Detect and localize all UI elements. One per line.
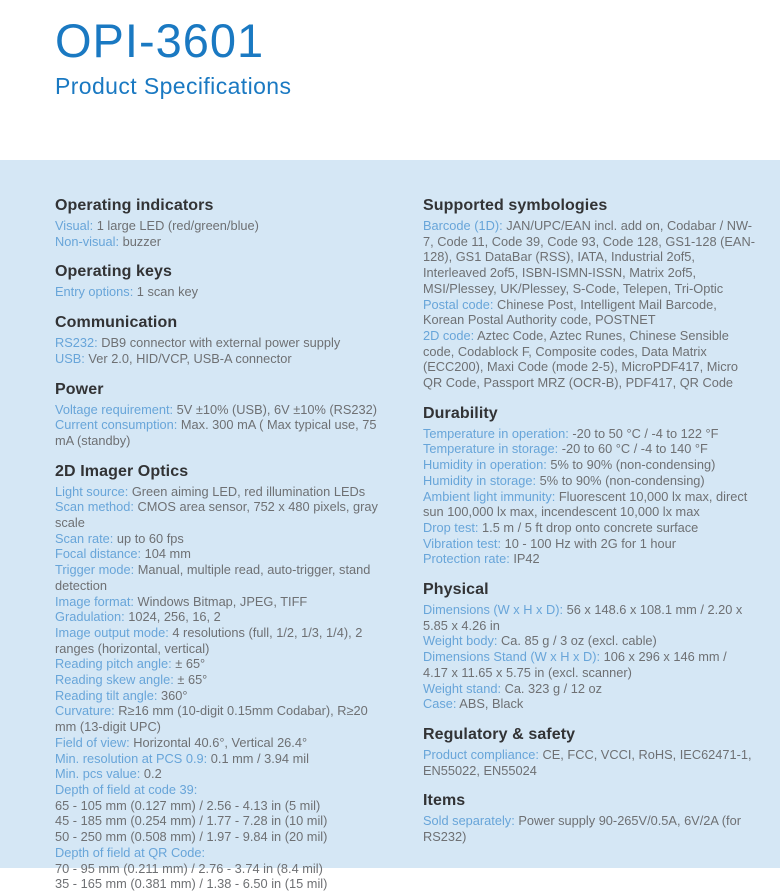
spec-label: Postal code: (423, 296, 494, 312)
spec-value: DB9 connector with external power supply (97, 335, 341, 351)
section-heading: Operating keys (55, 263, 173, 281)
spec-label: Ambient light immunity: (423, 488, 556, 504)
spec-entry (423, 489, 755, 520)
spec-label: Product compliance: (423, 746, 539, 762)
spec-label: Curvature: (55, 703, 115, 719)
section-heading: Communication (55, 314, 178, 332)
spec-value: JAN/UPC/EAN incl. add on, Codabar / NW-7, Code 11, Code 39, Code 93, Code 128, GS1-128 (EAN-128), GS1 DataBar (RSS), IATA, Industrial 2of5, Interleaved 2of5, ISBN-ISMN-ISSN, Matrix 2of5, MSI/Plessey, UK/Plessey, S-Code, Telepen, Tri-Optic (423, 218, 755, 296)
spec-value: Windows Bitmap, JPEG, TIFF (133, 593, 308, 609)
left-column (55, 196, 379, 892)
spec-label: Image output mode: (55, 624, 169, 640)
spec-value: R≥16 mm (10-digit 0.15mm Codabar), R≥20 mm (13-digit UPC) (55, 703, 368, 735)
spec-entry (423, 441, 755, 457)
spec-entry (55, 861, 379, 877)
spec-value: 106 x 296 x 146 mm / 4.17 x 11.65 x 5.75 in (excl. scanner) (423, 649, 727, 680)
spec-label: Dimensions (W x H x D): (423, 602, 564, 618)
spec-label: Reading tilt angle: (55, 687, 158, 703)
spec-panel (0, 160, 780, 892)
spec-value: Horizontal 40.6°, Vertical 26.4° (129, 734, 308, 750)
spec-value: 65 - 105 mm (0.127 mm) / 2.56 - 4.13 in (5 mil) (55, 797, 321, 813)
spec-entry (55, 484, 379, 500)
spec-label: Temperature in operation: (423, 425, 569, 441)
spec-value: 5V ±10% (USB), 6V ±10% (RS232) (173, 401, 378, 417)
spec-entry (55, 813, 379, 829)
spec-value: Ver 2.0, HID/VCP, USB-A connector (84, 350, 292, 366)
spec-label: 2D code: (423, 327, 475, 343)
spec-value: ± 65° (173, 672, 208, 688)
spec-entry (55, 766, 379, 782)
spec-entry (423, 473, 755, 489)
header (0, 0, 780, 100)
spec-value: 1 scan key (133, 284, 198, 300)
spec-entry (55, 218, 379, 234)
spec-value: 45 - 185 mm (0.254 mm) / 1.77 - 7.28 in (10 mil) (55, 813, 328, 829)
spec-section (55, 462, 379, 892)
spec-entry (423, 633, 755, 649)
spec-value: ABS, Black (456, 696, 524, 712)
spec-entry (55, 782, 379, 798)
spec-value: CE, FCC, VCCI, RoHS, IEC62471-1, EN55022, EN55024 (423, 746, 752, 778)
spec-label: Depth of field at code 39: (55, 781, 198, 797)
spec-value: 35 - 165 mm (0.381 mm) / 1.38 - 6.50 in (15 mil) (55, 876, 328, 892)
spec-value: 5% to 90% (non-condensing) (536, 472, 705, 488)
spec-label: Vibration test: (423, 535, 502, 551)
spec-section (423, 404, 755, 567)
spec-value: ± 65° (171, 656, 206, 672)
spec-label: Barcode (1D): (423, 218, 503, 233)
product-title: OPI-3601 (55, 14, 265, 67)
spec-value: 104 mm (141, 546, 191, 562)
spec-entry (55, 284, 379, 300)
spec-entry (55, 625, 379, 656)
spec-label: Depth of field at QR Code: (55, 844, 206, 860)
spec-value: Green aiming LED, red illumination LEDs (128, 483, 366, 499)
spec-entry (55, 672, 379, 688)
spec-entry (423, 696, 755, 712)
spec-section (55, 262, 379, 300)
spec-value: 56 x 148.6 x 108.1 mm / 2.20 x 5.85 x 4.26 in (423, 602, 743, 633)
spec-label: Min. pcs value: (55, 766, 141, 782)
spec-entry (55, 735, 379, 751)
spec-entry (423, 218, 755, 297)
spec-value: up to 60 fps (113, 530, 184, 546)
spec-label: Gradulation: (55, 609, 125, 625)
spec-section (423, 791, 755, 844)
spec-value: 4 resolutions (full, 1/2, 1/3, 1/4), 2 ranges (horizontal, vertical) (55, 624, 363, 656)
spec-label: Drop test: (423, 519, 479, 535)
spec-label: Humidity in storage: (423, 472, 537, 488)
spec-value: CMOS area sensor, 752 x 480 pixels, gray scale (55, 499, 378, 531)
spec-label: Current consumption: (55, 417, 178, 433)
spec-value: 5% to 90% (non-condensing) (546, 457, 716, 473)
section-heading: Power (55, 380, 104, 398)
spec-section (423, 196, 755, 391)
section-heading: Operating indicators (55, 197, 214, 214)
spec-label: Entry options: (55, 284, 134, 300)
spec-label: Dimensions Stand (W x H x D): (423, 649, 601, 665)
spec-label: Light source: (55, 483, 129, 499)
spec-entry (55, 798, 379, 814)
spec-label: Field of view: (55, 734, 130, 750)
spec-entry (55, 234, 379, 250)
section-heading: Supported symbologies (423, 197, 608, 214)
spec-value: 0.1 mm / 3.94 mil (207, 750, 309, 766)
spec-entry (423, 297, 755, 328)
spec-value: Max. 300 mA ( Max typical use, 75 mA (standby) (55, 417, 377, 448)
spec-label: Focal distance: (55, 546, 142, 562)
spec-section (55, 313, 379, 366)
spec-value: Power supply 90-265V/0.5A, 6V/2A (for RS232) (423, 813, 741, 845)
right-column (423, 196, 755, 868)
spec-entry (55, 546, 379, 562)
spec-label: Scan rate: (55, 530, 114, 546)
spec-label: Weight stand: (423, 680, 502, 696)
spec-entry (55, 703, 379, 734)
spec-entry (423, 602, 755, 633)
spec-entry (55, 688, 379, 704)
spec-section (55, 380, 379, 449)
spec-value: IP42 (509, 551, 540, 567)
spec-label: Scan method: (55, 499, 134, 515)
spec-value: 70 - 95 mm (0.211 mm) / 2.76 - 3.74 in (8.4 mil) (55, 860, 323, 876)
spec-section (423, 725, 755, 778)
spec-entry (55, 656, 379, 672)
spec-entry (423, 681, 755, 697)
spec-entry (55, 594, 379, 610)
page-subtitle: Product Specifications (55, 73, 292, 100)
spec-label: Visual: (55, 218, 94, 233)
spec-label: Humidity in operation: (423, 457, 547, 473)
spec-label: Reading skew angle: (55, 672, 174, 688)
spec-label: Reading pitch angle: (55, 656, 172, 672)
spec-entry (55, 751, 379, 767)
spec-entry (55, 402, 379, 418)
spec-entry (55, 609, 379, 625)
spec-value: 50 - 250 mm (0.508 mm) / 1.97 - 9.84 in (20 mil) (55, 829, 328, 845)
spec-value: Ca. 85 g / 3 oz (excl. cable) (497, 633, 657, 649)
spec-entry (55, 829, 379, 845)
spec-entry (423, 328, 755, 391)
spec-label: USB: (55, 350, 85, 366)
section-heading: Durability (423, 404, 498, 422)
spec-entry (423, 536, 755, 552)
spec-entry (55, 845, 379, 861)
spec-entry (55, 417, 379, 448)
spec-value: 1 large LED (red/green/blue) (93, 218, 259, 233)
spec-label: Min. resolution at PCS 0.9: (55, 750, 208, 766)
spec-entry (55, 351, 379, 367)
spec-label: Case: (423, 696, 457, 712)
spec-label: Trigger mode: (55, 562, 135, 578)
spec-value: -20 to 60 °C / -4 to 140 °F (558, 441, 708, 457)
spec-label: Image format: (55, 593, 134, 609)
spec-entry (423, 426, 755, 442)
spec-value: Aztec Code, Aztec Runes, Chinese Sensible code, Codablock F, Composite codes, Data Matrix (ECC200), Maxi Code (mode 2-5), MicroPDF417, Micro QR Code, Passport MRZ (OCR-B), PDF417, QR Code (423, 327, 739, 391)
spec-entry (423, 551, 755, 567)
spec-label: Temperature in storage: (423, 441, 559, 457)
spec-entry (423, 520, 755, 536)
spec-label: RS232: (55, 335, 98, 351)
spec-value: 360° (157, 687, 188, 703)
section-heading: Physical (423, 581, 489, 599)
spec-value: Chinese Post, Intelligent Mail Barcode, Korean Postal Authority code, POSTNET (423, 296, 717, 328)
section-heading: 2D Imager Optics (55, 462, 189, 480)
section-heading: Regulatory & safety (423, 725, 576, 743)
spec-label: Non-visual: (55, 233, 120, 249)
spec-entry (423, 649, 755, 680)
spec-entry (423, 813, 755, 844)
spec-entry (55, 876, 379, 892)
spec-section (423, 580, 755, 712)
spec-label: Weight body: (423, 633, 498, 649)
spec-entry (55, 562, 379, 593)
spec-label: Sold separately: (423, 813, 515, 829)
spec-value: 0.2 (140, 766, 162, 782)
spec-label: Voltage requirement: (55, 401, 174, 417)
spec-entry (423, 747, 755, 778)
spec-value: -20 to 50 °C / -4 to 122 °F (568, 425, 719, 441)
spec-value: 1024, 256, 16, 2 (124, 609, 221, 625)
section-heading: Items (423, 792, 466, 810)
spec-section (55, 196, 379, 249)
spec-value: buzzer (119, 233, 161, 249)
spec-value: Fluorescent 10,000 lx max, direct sun 100,000 lx max, incendescent 10,000 lx max (423, 488, 748, 520)
spec-value: Manual, multiple read, auto-trigger, stand detection (55, 562, 371, 593)
spec-value: 1.5 m / 5 ft drop onto concrete surface (478, 519, 699, 535)
spec-value: Ca. 323 g / 12 oz (501, 680, 603, 696)
spec-value: 10 - 100 Hz with 2G for 1 hour (501, 535, 676, 551)
spec-entry (55, 531, 379, 547)
spec-label: Protection rate: (423, 551, 510, 567)
spec-entry (55, 335, 379, 351)
spec-entry (55, 499, 379, 530)
spec-entry (423, 457, 755, 473)
